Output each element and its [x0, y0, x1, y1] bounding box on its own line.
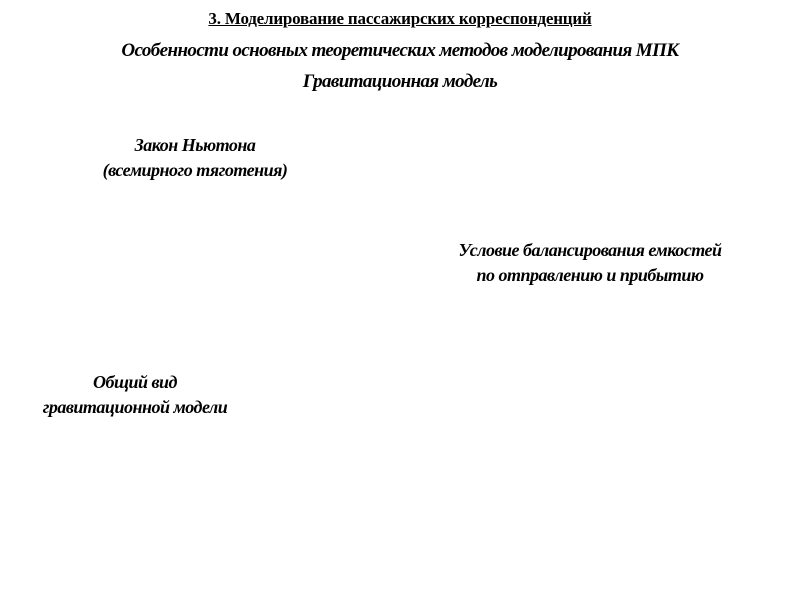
newton-law-line2: (всемирного тяготения) — [102, 160, 288, 180]
balance-condition-caption — [400, 238, 780, 288]
balance-condition-line2: по отправлению и прибытию — [476, 265, 704, 285]
general-form-line2: гравитационной модели — [42, 397, 228, 417]
newton-law-caption — [40, 133, 350, 183]
general-form-caption — [0, 370, 270, 420]
newton-law-line1: Закон Ньютона — [134, 135, 256, 155]
subtitle-methods: Особенности основных теоретических методов моделирования МПК — [121, 40, 679, 61]
balance-condition-line1: Условие балансирования емкостей — [458, 240, 722, 260]
general-form-line1: Общий вид — [93, 372, 177, 392]
slide-heading: 3. Моделирование пассажирских корреспонденций — [208, 9, 592, 28]
subtitle-gravity-model: Гравитационная модель — [302, 71, 498, 92]
